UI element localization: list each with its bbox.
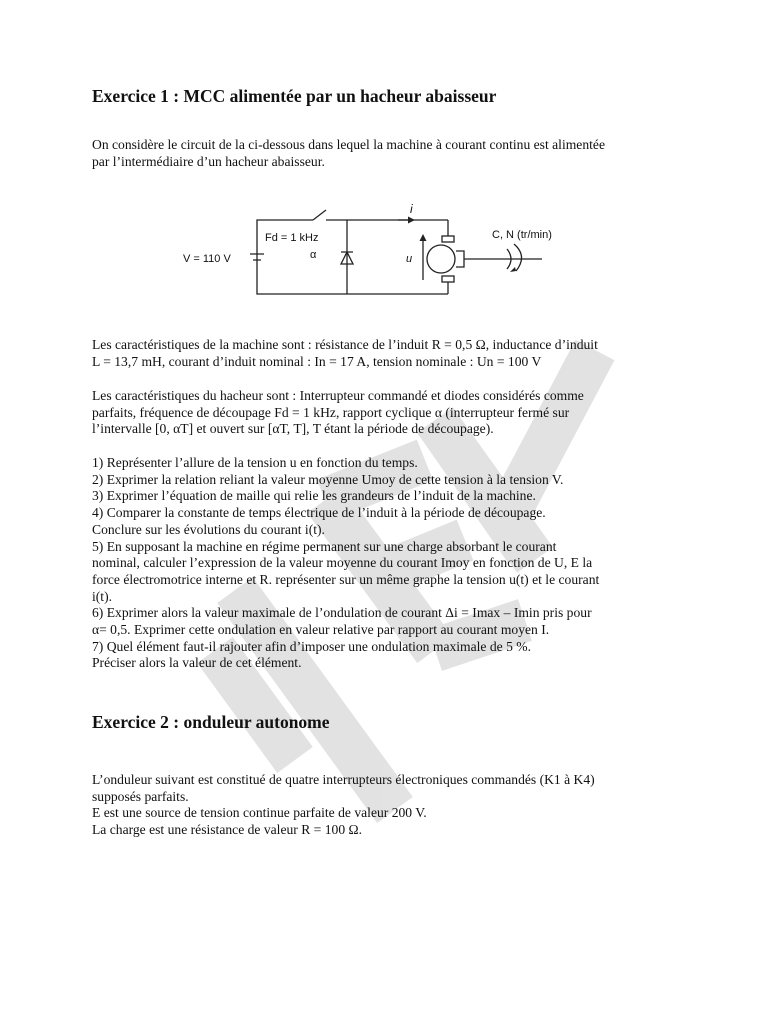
- duty-cycle-label: α: [310, 249, 317, 261]
- chopper-specs: [92, 388, 682, 438]
- switch-frequency-label: Fd = 1 kHz: [265, 232, 319, 244]
- text-line: supposés parfaits.: [92, 788, 189, 804]
- question-line: nominal, calculer l’expression de la valeur moyenne du courant Imoy en fonction de U, E la: [92, 555, 593, 571]
- question-line: Préciser alors la valeur de cet élément.: [92, 655, 302, 671]
- text-line: parfaits, fréquence de découpage Fd = 1 kHz, rapport cyclique α (interrupteur fermé sur: [92, 404, 570, 420]
- switch-symbol: [313, 210, 326, 220]
- text-line: Les caractéristiques du hacheur sont : Interrupteur commandé et diodes considérés comme: [92, 388, 584, 403]
- chopper-circuit-diagram: [180, 196, 570, 300]
- text-line: E est une source de tension continue parfaite de valeur 200 V.: [92, 805, 427, 821]
- exercise1-intro: [92, 137, 682, 170]
- text-line: Les caractéristiques de la machine sont : résistance de l’induit R = 0,5 Ω, inductance d’induit: [92, 337, 598, 352]
- exercise1-title: Exercice 1 : MCC alimentée par un hacheur abaisseur: [92, 86, 497, 106]
- question-line: force électromotrice interne et R. représenter sur un même graphe la tension u(t) et le courant: [92, 571, 600, 587]
- machine-specs: [92, 337, 682, 370]
- question-line: 4) Comparer la constante de temps électrique de l’induit à la période de découpage.: [92, 505, 546, 521]
- exercise2-title: Exercice 2 : onduleur autonome: [92, 712, 330, 732]
- current-label: i: [410, 202, 413, 216]
- source-label: V = 110 V: [183, 253, 231, 265]
- text-line: par l’intermédiaire d’un hacheur abaisseur.: [92, 153, 325, 169]
- motor-output-label: C, N (tr/min): [492, 229, 552, 241]
- question-line: i(t).: [92, 588, 113, 604]
- text-line: On considère le circuit de la ci-dessous dans lequel la machine à courant continu est alimentée: [92, 137, 605, 152]
- text-line: L’onduleur suivant est constitué de quatre interrupteurs électroniques commandés (K1 à K4): [92, 772, 595, 787]
- question-line: 7) Quel élément faut-il rajouter afin d’imposer une ondulation maximale de 5 %.: [92, 638, 532, 654]
- text-line: l’intervalle [0, αT] et ouvert sur [αT, T], T étant la période de découpage).: [92, 421, 494, 437]
- question-line: α= 0,5. Exprimer cette ondulation en valeur relative par rapport au courant moyen I.: [92, 622, 550, 638]
- text-line: L = 13,7 mH, courant d’induit nominal : In = 17 A, tension nominale : Un = 100 V: [92, 353, 542, 369]
- text-line: La charge est une résistance de valeur R = 100 Ω.: [92, 822, 363, 838]
- voltage-label: u: [406, 253, 413, 265]
- question-line: 1) Représenter l’allure de la tension u en fonction du temps.: [92, 455, 418, 470]
- question-line: 2) Exprimer la relation reliant la valeur moyenne Umoy de cette tension à la tension V.: [92, 471, 564, 487]
- question-line: 5) En supposant la machine en régime permanent sur une charge absorbant le courant: [92, 538, 557, 554]
- motor-symbol: [427, 245, 455, 273]
- question-line: Conclure sur les évolutions du courant i(t).: [92, 521, 325, 537]
- exercise2-text: [92, 772, 682, 839]
- exercise1-questions: [92, 455, 682, 672]
- question-line: 3) Exprimer l’équation de maille qui relie les grandeurs de l’induit de la machine.: [92, 488, 536, 504]
- question-line: 6) Exprimer alors la valeur maximale de l’ondulation de courant Δi = Imax – Imin pris pour: [92, 605, 592, 621]
